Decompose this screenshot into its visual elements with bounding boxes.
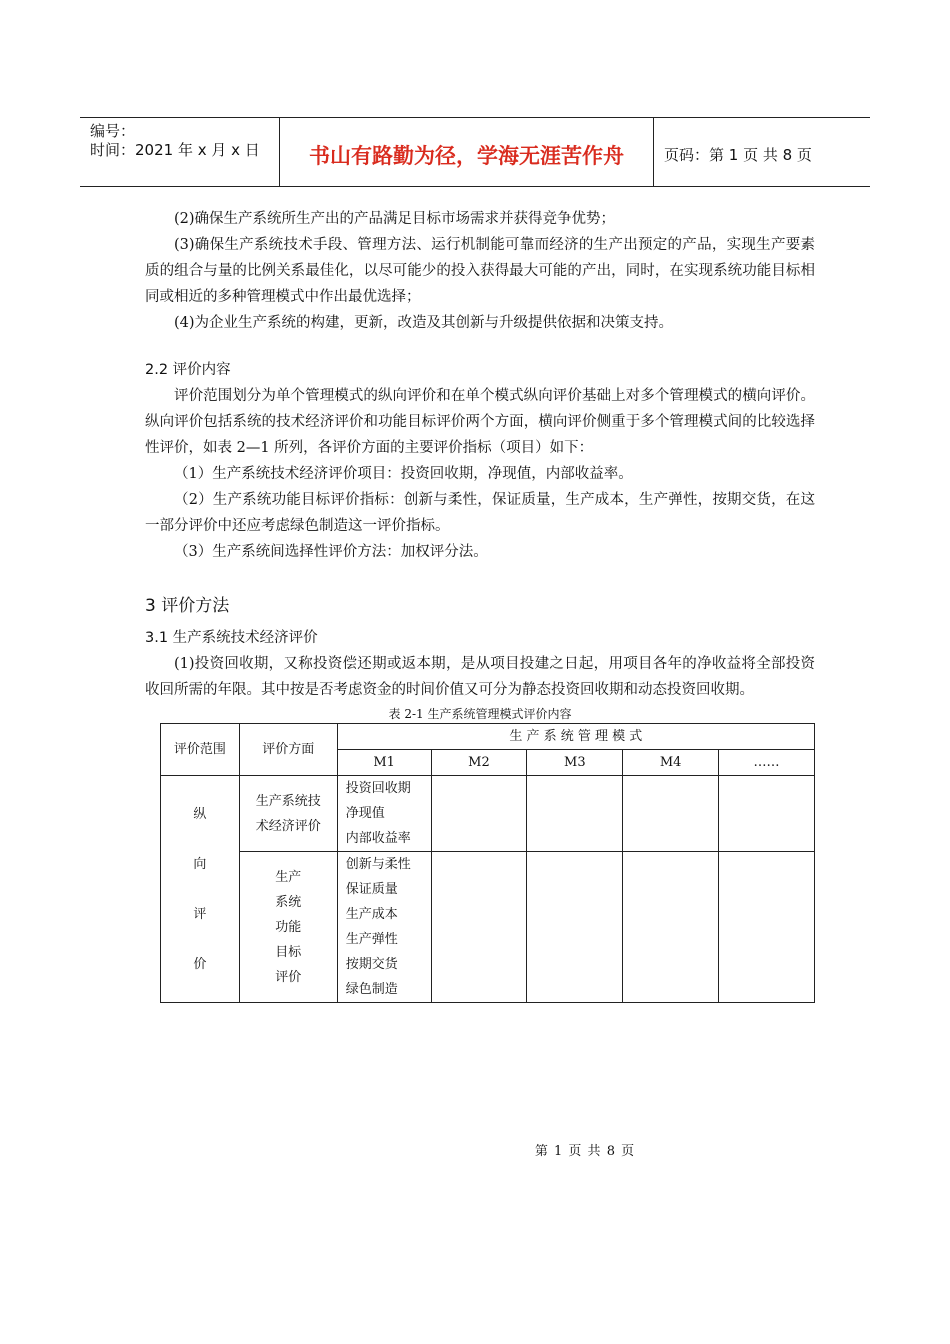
mode-more: …… (719, 750, 815, 776)
document-number-label: 编号： (90, 122, 136, 140)
empty-cell (527, 776, 623, 852)
header-motto: 书山有路勤为径，学海无涯苦作舟 (280, 118, 654, 186)
item: 创新与柔性 (345, 857, 411, 872)
scope-char: 价 (193, 956, 207, 972)
empty-cell (719, 776, 815, 852)
scope-vertical (161, 776, 240, 1003)
aspect-line: 术经济评价 (255, 818, 321, 834)
item: 内部收益率 (345, 831, 411, 846)
aspect-tech (239, 776, 337, 852)
aspect-line: 评价 (275, 969, 302, 985)
empty-cell (623, 852, 719, 1003)
empty-cell (431, 776, 527, 852)
section-heading-2-2: 2.2 评价内容 (145, 362, 231, 378)
paragraph: 评价范围划分为单个管理模式的纵向评价和在单个模式纵向评价基础上对多个管理模式的横向评价。纵向评价包括系统的技术经济评价和功能目标评价两个方面，横向评价侧重于多个管理模式间的比较选择性评价，如表 2—1 所列，各评价方面的主要评价指标（项目）如下： (145, 388, 815, 456)
section-heading-3-1: 3.1 生产系统技术经济评价 (145, 630, 318, 646)
mode-m4: M4 (623, 750, 719, 776)
tech-items (337, 776, 431, 852)
mode-m2: M2 (431, 750, 527, 776)
evaluation-table (160, 723, 815, 1003)
scope-char: 向 (193, 856, 207, 872)
paragraph: (2)确保生产系统所生产出的产品满足目标市场需求并获得竞争优势； (174, 211, 616, 227)
aspect-line: 功能 (275, 919, 302, 935)
item: 绿色制造 (345, 982, 398, 997)
empty-cell (719, 852, 815, 1003)
header-meta (80, 118, 280, 186)
document-body (145, 206, 815, 1003)
document-date: 时间：2021 年 x 月 x 日 (90, 141, 260, 159)
aspect-line: 目标 (275, 944, 302, 960)
aspect-line: 系统 (275, 894, 302, 910)
header-mode-group: 生 产 系 统 管 理 模 式 (337, 724, 814, 750)
section-heading-3: 3 评价方法 (145, 596, 230, 616)
mode-m3: M3 (527, 750, 623, 776)
paragraph: (1)投资回收期，又称投资偿还期或返本期，是从项目投建之日起，用项目各年的净收益将全部投资收回所需的年限。其中按是否考虑资金的时间价值又可分为静态投资回收期和动态投资回收期。 (145, 656, 815, 698)
paragraph: (4)为企业生产系统的构建，更新，改造及其创新与升级提供依据和决策支持。 (174, 315, 674, 331)
func-items (337, 852, 431, 1003)
aspect-line: 生产 (275, 869, 302, 885)
scope-char: 纵 (193, 806, 207, 822)
header-page-info: 页码：第 1 页 共 8 页 (664, 145, 812, 164)
table-caption: 表 2-1 生产系统管理模式评价内容 (388, 707, 572, 721)
empty-cell (527, 852, 623, 1003)
item: 净现值 (345, 806, 385, 821)
paragraph: （2）生产系统功能目标评价指标：创新与柔性，保证质量，生产成本，生产弹性，按期交货，在这一部分评价中还应考虑绿色制造这一评价指标。 (145, 492, 815, 534)
scope-char: 评 (193, 906, 207, 922)
aspect-func (239, 852, 337, 1003)
header-aspect: 评价方面 (239, 724, 337, 776)
item: 投资回收期 (345, 781, 411, 796)
aspect-line: 生产系统技 (255, 793, 321, 809)
page-footer: 第 1 页 共 8 页 (534, 1144, 636, 1159)
item: 保证质量 (345, 882, 398, 897)
empty-cell (623, 776, 719, 852)
paragraph: (3)确保生产系统技术手段、管理方法、运行机制能可靠而经济的生产出预定的产品，实现生产要素质的组合与量的比例关系最佳化，以尽可能少的投入获得最大可能的产出，同时，在实现系统功能目标相同或相近的多种管理模式中作出最优选择； (145, 237, 815, 305)
item: 生产成本 (345, 907, 398, 922)
paragraph: （1）生产系统技术经济评价项目：投资回收期，净现值，内部收益率。 (174, 466, 633, 482)
header-scope: 评价范围 (161, 724, 240, 776)
paragraph: （3）生产系统间选择性评价方法：加权评分法。 (174, 544, 488, 560)
item: 生产弹性 (345, 932, 398, 947)
page-header (80, 117, 870, 187)
empty-cell (431, 852, 527, 1003)
mode-m1: M1 (337, 750, 431, 776)
item: 按期交货 (345, 957, 398, 972)
